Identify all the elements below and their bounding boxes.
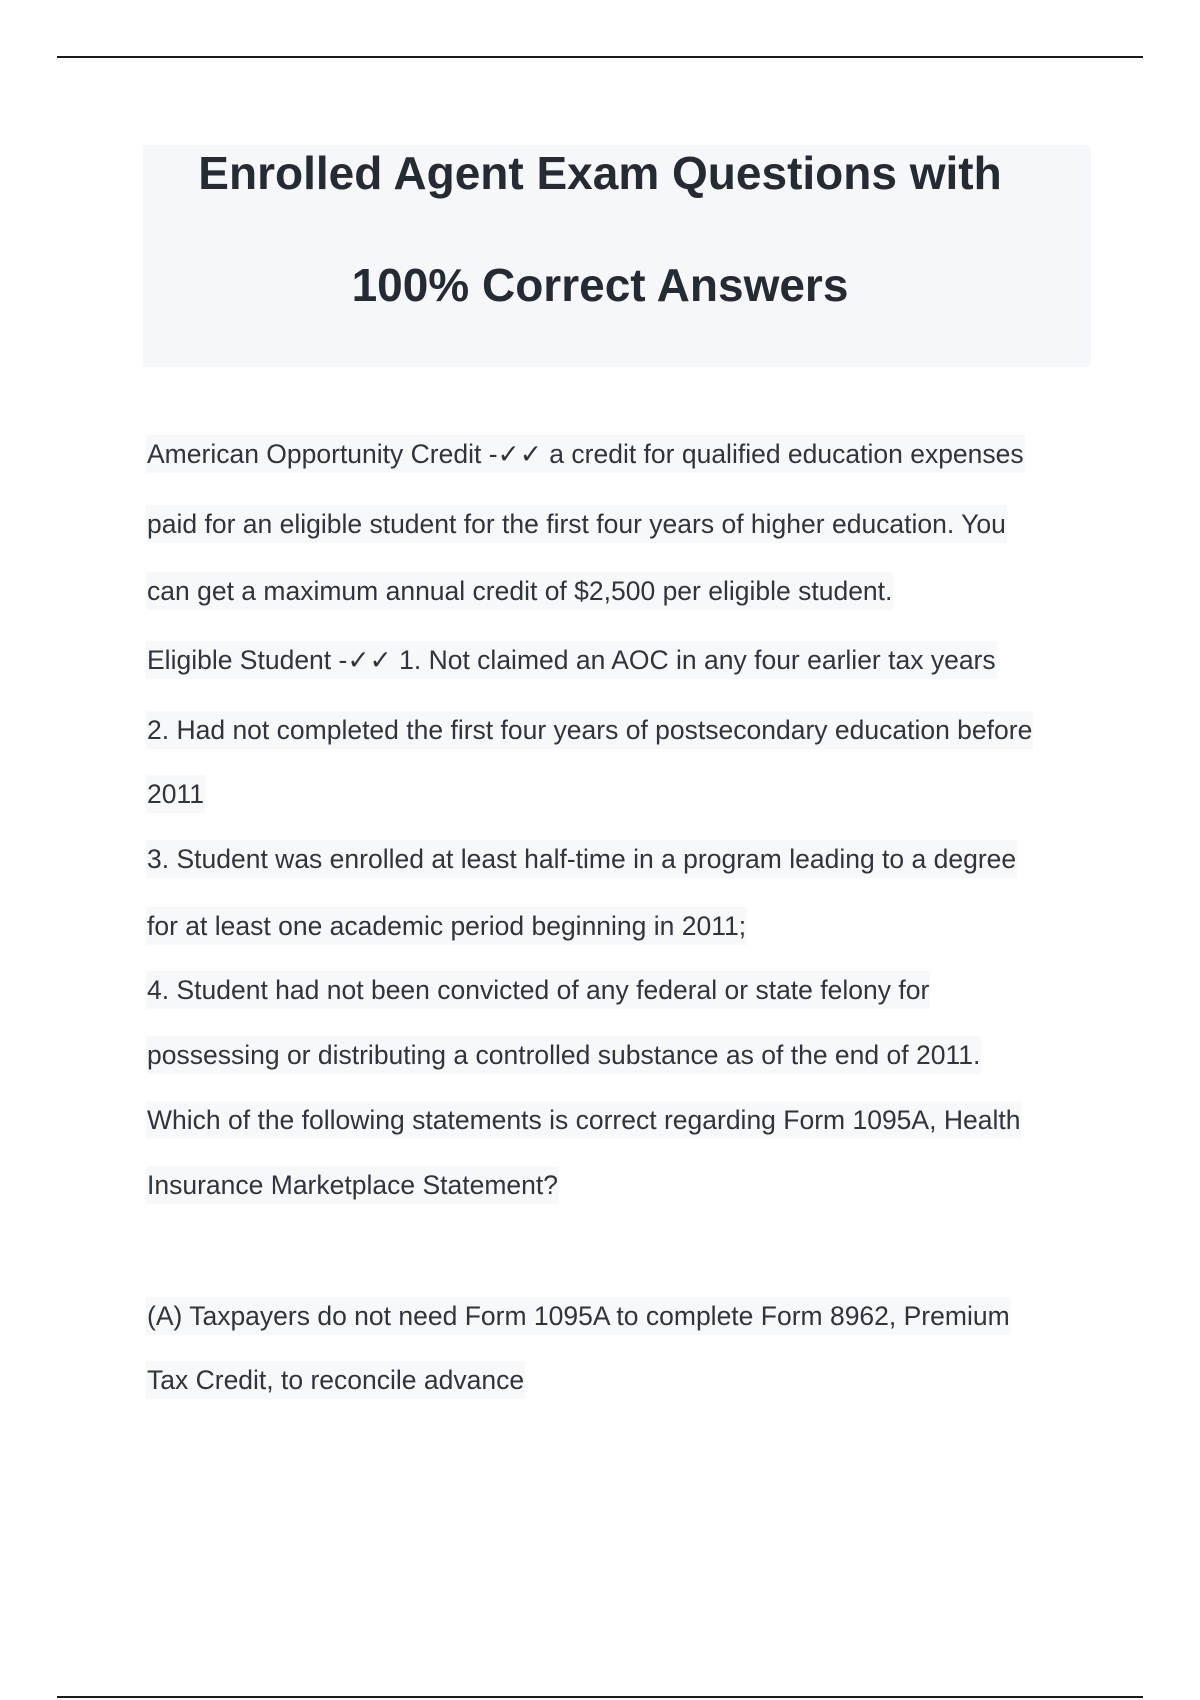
body-line: 3. Student was enrolled at least half-time in a program leading to a degree <box>146 840 1017 878</box>
body-line: 2. Had not completed the first four years of postsecondary education before <box>146 711 1033 749</box>
body-line: American Opportunity Credit -✓✓ a credit for qualified education expenses <box>146 435 1025 473</box>
body-line: paid for an eligible student for the first four years of higher education. You <box>146 505 1007 543</box>
body-line: possessing or distributing a controlled substance as of the end of 2011. <box>146 1036 981 1074</box>
body-line: Which of the following statements is correct regarding Form 1095A, Health <box>146 1101 1021 1139</box>
document-title-line-2: 100% Correct Answers <box>351 259 849 311</box>
body-line: (A) Taxpayers do not need Form 1095A to complete Form 8962, Premium <box>146 1297 1011 1335</box>
body-line: 4. Student had not been convicted of any federal or state felony for <box>146 971 930 1009</box>
top-rule <box>57 56 1143 58</box>
body-line: for at least one academic period beginning in 2011; <box>146 907 747 945</box>
body-line: Insurance Marketplace Statement? <box>146 1166 559 1204</box>
body-line: can get a maximum annual credit of $2,500 per eligible student. <box>146 572 893 610</box>
bottom-rule <box>57 1696 1143 1698</box>
body-line: Tax Credit, to reconcile advance <box>146 1361 525 1399</box>
body-line: 2011 <box>146 775 205 813</box>
body-line: Eligible Student -✓✓ 1. Not claimed an AOC in any four earlier tax years <box>146 641 997 679</box>
document-title-line-1: Enrolled Agent Exam Questions with <box>198 147 1002 199</box>
